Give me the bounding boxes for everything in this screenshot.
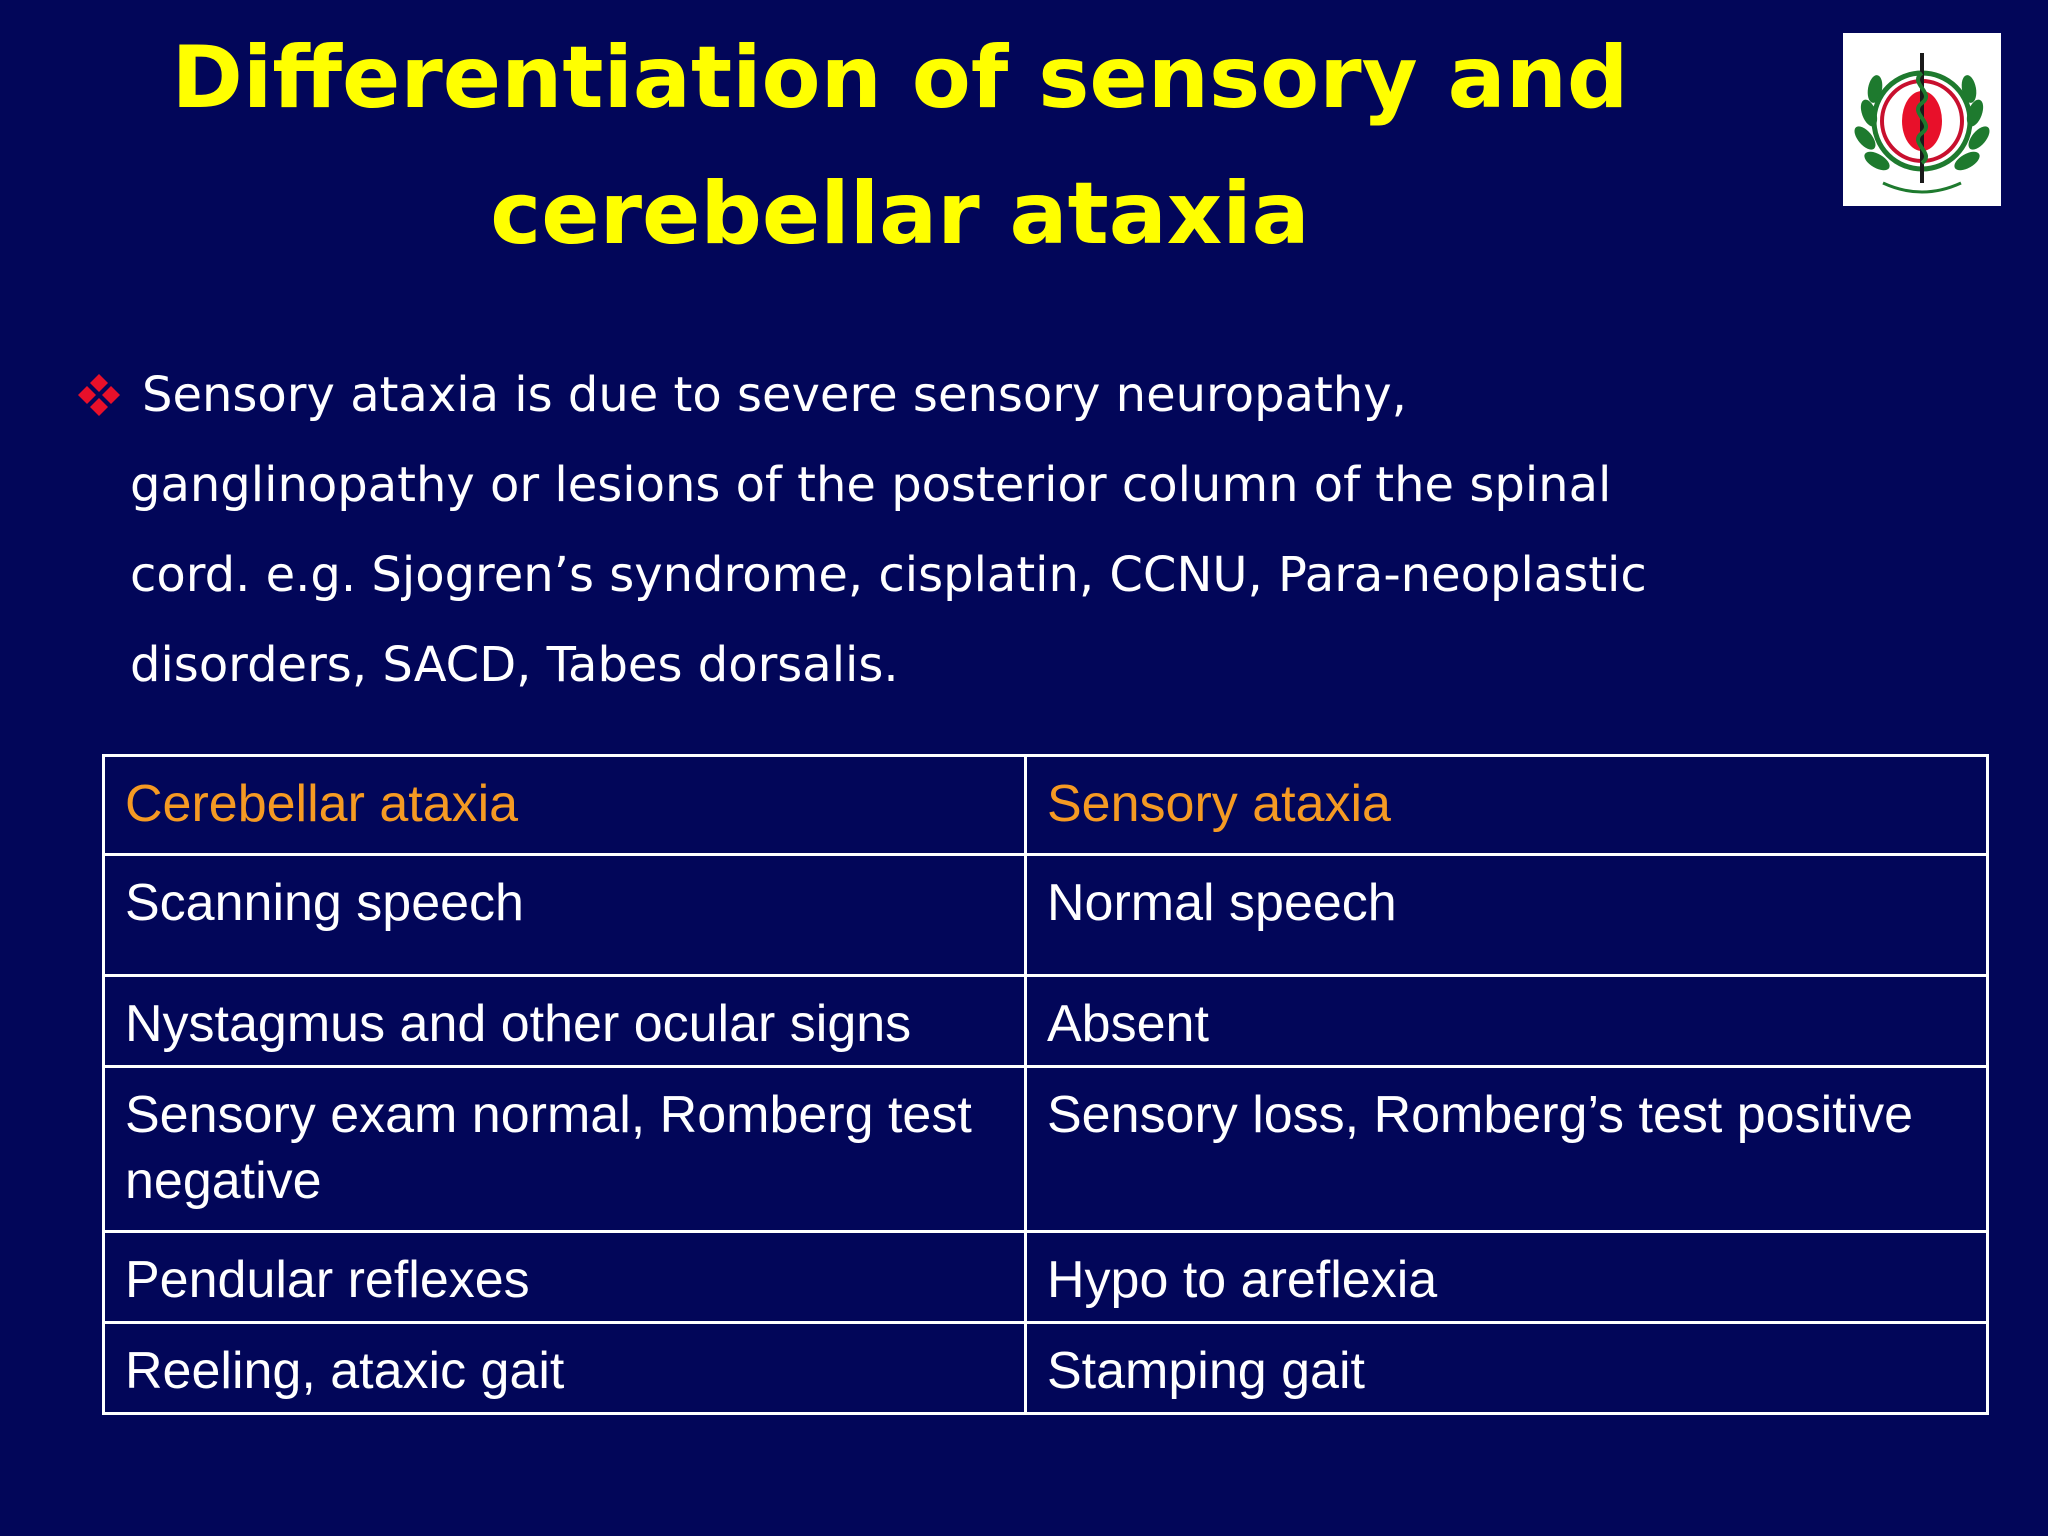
- cerebellar-cell: Nystagmus and other ocular signs: [104, 976, 1026, 1067]
- comparison-table: [102, 754, 1989, 1415]
- bullet-line-2: ganglinopathy or lesions of the posterior column of the spinal: [130, 457, 1612, 513]
- hospital-emblem-icon: [1843, 33, 2001, 206]
- cerebellar-cell: Scanning speech: [104, 855, 1026, 976]
- slide-title: [100, 10, 1700, 282]
- table-row: [104, 1323, 1988, 1414]
- bullet-line-4: disorders, SACD, Tabes dorsalis.: [130, 637, 899, 693]
- table-row: [104, 1067, 1988, 1232]
- bullet-line-3: cord. e.g. Sjogren’s syndrome, cisplatin, CCNU, Para-neoplastic: [130, 547, 1647, 603]
- slide-title-line-1: Differentiation of sensory and: [171, 28, 1629, 128]
- sensory-cell: Stamping gait: [1026, 1323, 1988, 1414]
- sensory-cell: Absent: [1026, 976, 1988, 1067]
- bullet-line-1: Sensory ataxia is due to severe sensory neuropathy,: [142, 367, 1407, 423]
- table-row: [104, 855, 1988, 976]
- bullet-paragraph: [76, 350, 1776, 710]
- table-row: [104, 976, 1988, 1067]
- cerebellar-cell: Pendular reflexes: [104, 1232, 1026, 1323]
- sensory-cell: Hypo to areflexia: [1026, 1232, 1988, 1323]
- header-sensory-ataxia: Sensory ataxia: [1026, 756, 1988, 855]
- slide-title-line-2: cerebellar ataxia: [490, 164, 1310, 264]
- cerebellar-cell: Reeling, ataxic gait: [104, 1323, 1026, 1414]
- sensory-cell: Normal speech: [1026, 855, 1988, 976]
- four-diamond-bullet-icon: [76, 372, 122, 418]
- header-cerebellar-ataxia: Cerebellar ataxia: [104, 756, 1026, 855]
- sensory-cell: Sensory loss, Romberg’s test positive: [1026, 1067, 1988, 1232]
- table-row: [104, 1232, 1988, 1323]
- cerebellar-cell: Sensory exam normal, Romberg test negative: [104, 1067, 1026, 1232]
- table-header-row: [104, 756, 1988, 855]
